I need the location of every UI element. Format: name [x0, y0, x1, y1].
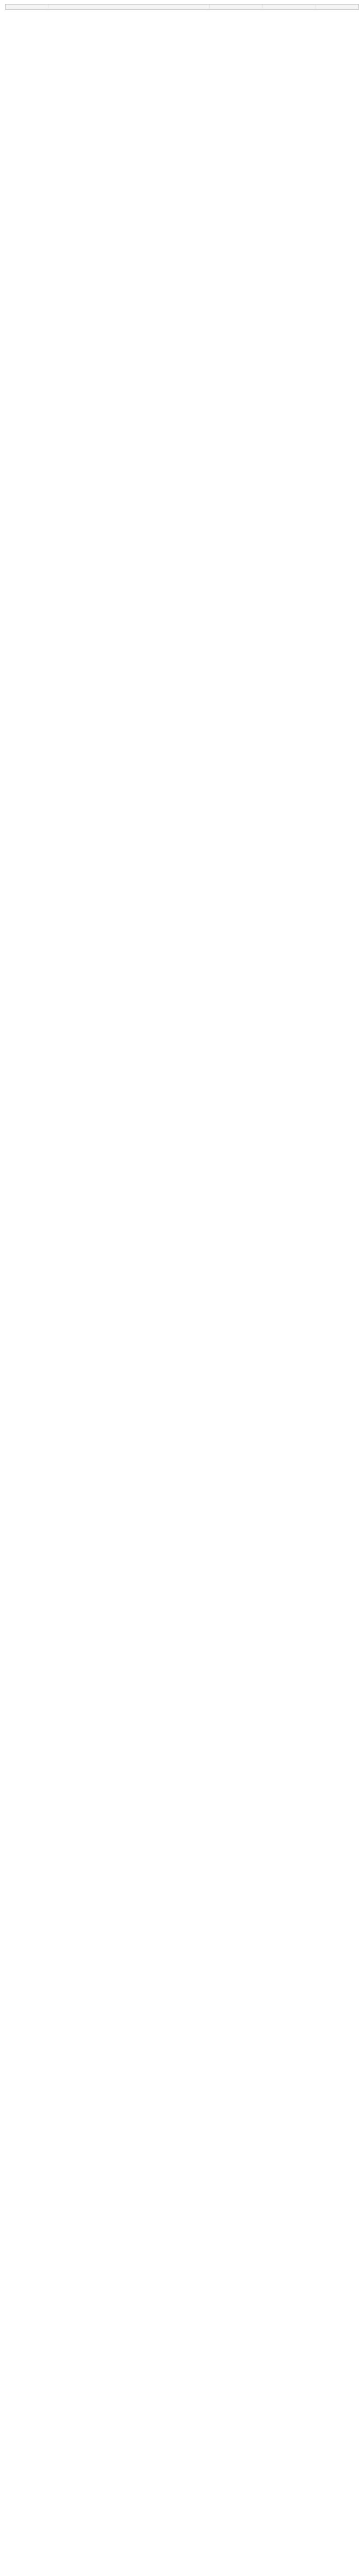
header-c — [316, 5, 359, 9]
admission-table-container — [5, 4, 359, 10]
table-header-row — [6, 5, 359, 9]
header-code — [6, 5, 48, 9]
header-a — [210, 5, 263, 9]
header-name — [48, 5, 210, 9]
header-b — [263, 5, 316, 9]
admission-table — [6, 5, 359, 9]
table-header — [6, 5, 359, 9]
